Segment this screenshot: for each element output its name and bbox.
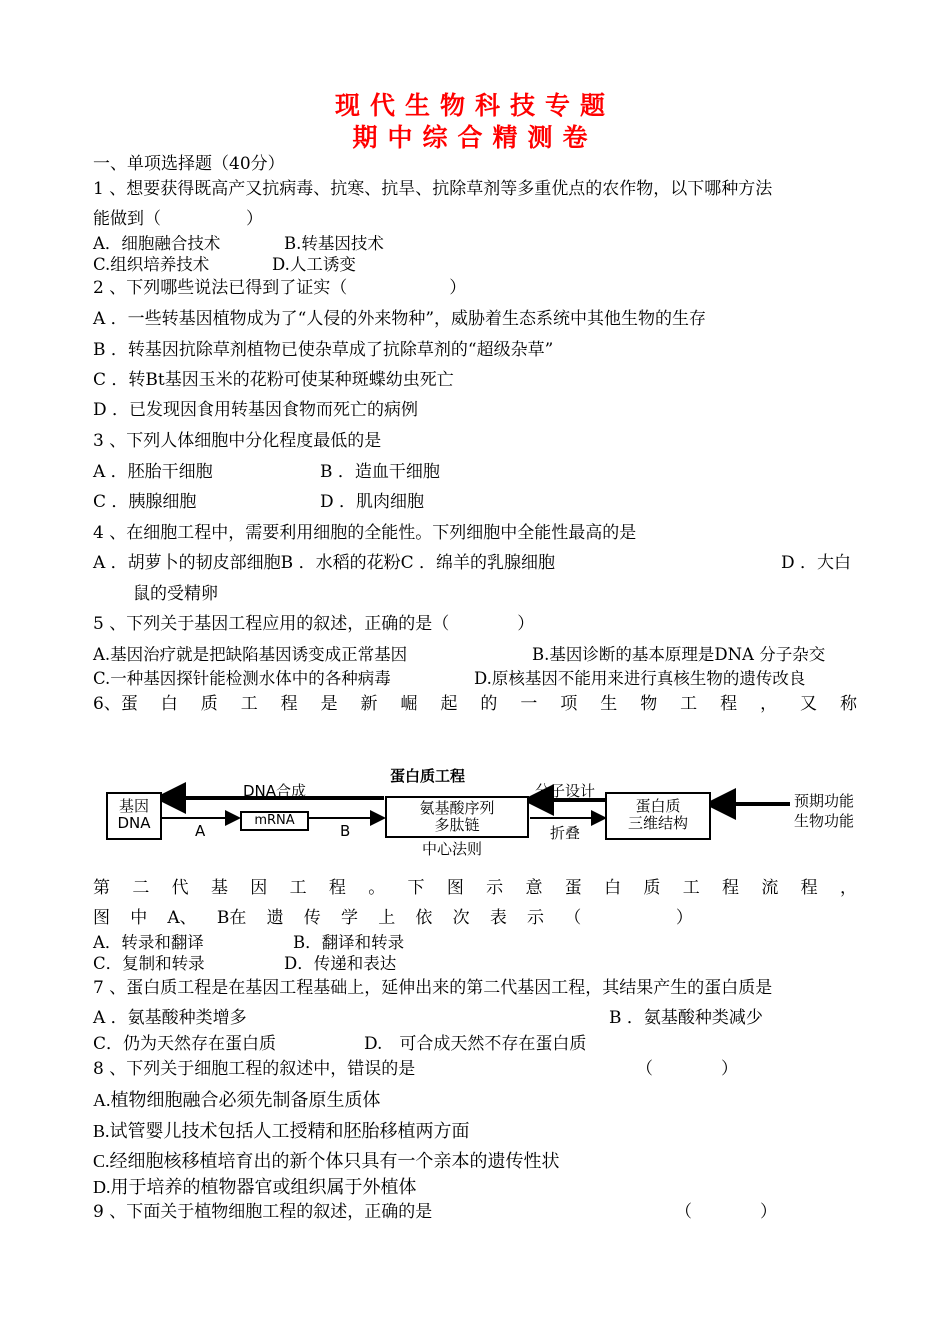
q6-stem-line3	[93, 906, 693, 930]
q5-stem: 5 、下列关于基因工程应用的叙述，正确的是（ ）	[93, 614, 535, 634]
stem-char: 崛	[400, 694, 418, 714]
stem-char: 程	[328, 878, 346, 898]
stem-char: 意	[525, 878, 543, 898]
stem-char: 代	[171, 878, 189, 898]
stem-char: 次	[452, 908, 470, 928]
stem-char: 图	[93, 908, 110, 928]
q3-option-a: A ．胚胎干细胞	[93, 462, 213, 482]
protein-structure-box	[605, 792, 711, 840]
stem-char: ，	[839, 878, 857, 898]
q6-option-a: A．转录和翻译	[93, 933, 204, 952]
q8-option-c: C.经细胞核移植培育出的新个体只具有一个亲本的遗传性状	[93, 1151, 560, 1171]
q9-stem: 9 、下面关于植物细胞工程的叙述，正确的是	[93, 1202, 433, 1222]
stem-char: 示	[527, 908, 545, 928]
q2-option-a: A ．一些转基因植物成为了“人侵的外来物种”，威胁着生态系统中其他生物的生存	[93, 309, 707, 329]
q6-option-b: B．翻译和转录	[293, 933, 405, 952]
q2-option-b: B ．转基因抗除草剂植物已使杂草成了抗除草剂的“超级杂草”	[93, 340, 554, 360]
stem-char: 白	[604, 878, 622, 898]
q2-option-c: C ．转Bt基因玉米的花粉可使某种斑蝶幼虫死亡	[93, 370, 454, 390]
gene-label: 基因	[118, 797, 149, 815]
stem-char: 是	[320, 694, 338, 714]
q8-option-d: D.用于培养的植物器官或组织属于外植体	[93, 1177, 417, 1197]
protein-label: 蛋白质	[635, 797, 681, 815]
gene-dna-box	[106, 792, 162, 840]
mrna-box: mRNA	[240, 811, 309, 831]
stem-char: 学	[341, 908, 358, 928]
q7-option-c: C．仍为天然存在蛋白质	[93, 1034, 277, 1054]
diagram-title: 蛋白质工程	[390, 767, 466, 785]
stem-char: 程	[722, 878, 739, 898]
stem-char: 工	[289, 878, 307, 898]
q4-options-abc: A ．胡萝卜的韧皮部细胞B ．水稻的花粉C ．绵羊的乳腺细胞	[93, 553, 555, 573]
dna-synthesis-label: DNA合成	[243, 782, 307, 800]
q8-option-a: A.植物细胞融合必须先制备原生质体	[93, 1090, 381, 1110]
stem-char: 图	[446, 878, 464, 898]
q9-answer-paren: （ ）	[675, 1202, 777, 1222]
stem-char: 新	[360, 694, 378, 714]
stem-char: 蛋	[564, 878, 582, 898]
polypeptide-label: 多肽链	[434, 816, 480, 834]
q4-option-d: D ．大白	[781, 553, 852, 573]
section-heading: 一、单项选择题（40分）	[93, 154, 285, 174]
page-subtitle: 期中综合精测卷	[352, 123, 598, 152]
q3-option-b: B ．造血干细胞	[320, 462, 440, 482]
q1-option-b: B.转基因技术	[284, 234, 384, 253]
stem-char: 传	[303, 908, 321, 928]
q2-stem: 2 、下列哪些说法已得到了证实（ ）	[93, 278, 467, 298]
protein-engineering-diagram	[100, 760, 880, 860]
expected-function-label: 预期功能	[794, 792, 855, 810]
stem-char: B在	[216, 908, 247, 928]
stem-char: （	[564, 908, 582, 928]
q6-stem-line2	[93, 876, 857, 900]
q8-answer-paren: （ ）	[636, 1059, 738, 1079]
q8-stem: 8 、下列关于细胞工程的叙述中，错误的是	[93, 1059, 416, 1079]
stem-char: 中	[130, 908, 148, 928]
q1-stem-line2: 能做到（ ）	[93, 209, 263, 229]
q3-option-d: D ．肌肉细胞	[320, 492, 425, 512]
q5-option-b: B.基因诊断的基本原理是DNA 分子杂交	[532, 645, 826, 664]
q4-option-d-continued: 鼠的受精卵	[133, 584, 218, 604]
q7-option-a: A ．氨基酸种类增多	[93, 1008, 247, 1028]
folding-label: 折叠	[550, 824, 581, 842]
q2-option-d: D ．已发现因食用转基因食物而死亡的病例	[93, 400, 419, 420]
q1-option-c: C.组织培养技术	[93, 255, 210, 274]
q6-stem-line1	[93, 692, 857, 716]
label-b: B	[340, 822, 351, 840]
stem-char: 。	[368, 878, 386, 898]
stem-char: 又	[800, 694, 818, 714]
stem-char: 6、蛋	[93, 694, 138, 714]
stem-char: 生	[600, 694, 618, 714]
q5-option-c: C.一种基因探针能检测水体中的各种病毒	[93, 669, 391, 688]
stem-char: 物	[640, 694, 658, 714]
stem-char: 的	[480, 694, 498, 714]
stem-char: 表	[489, 908, 507, 928]
q7-option-b: B ．氨基酸种类减少	[609, 1008, 763, 1028]
q3-option-c: C ．胰腺细胞	[93, 492, 197, 512]
q1-stem-line1: 1 、想要获得既高产又抗病毒、抗寒、抗旱、抗除草剂等多重优点的农作物，以下哪种方法	[93, 179, 773, 199]
stem-char: 第	[93, 878, 110, 898]
stem-char: 程	[280, 694, 298, 714]
stem-char: 上	[378, 908, 396, 928]
stem-char: 程	[720, 694, 738, 714]
three-d-structure-label: 三维结构	[627, 814, 688, 832]
stem-char	[639, 906, 656, 930]
stem-char: 项	[560, 694, 578, 714]
q1-option-d: D.人工诱变	[272, 255, 356, 274]
stem-char: 白	[160, 694, 178, 714]
q4-stem: 4 、在细胞工程中，需要利用细胞的全能性。下列细胞中全能性最高的是	[93, 523, 637, 543]
stem-char: 二	[132, 878, 150, 898]
q8-option-b: B.试管婴儿技术包括人工授精和胚胎移植两方面	[93, 1121, 470, 1141]
stem-char: ，	[760, 694, 778, 714]
stem-char: 示	[486, 878, 504, 898]
central-dogma-label: 中心法则	[422, 840, 483, 858]
amino-acid-sequence-label: 氨基酸序列	[419, 799, 495, 817]
stem-char: 称	[839, 694, 857, 714]
stem-char: A、	[167, 908, 197, 928]
stem-char: 工	[240, 694, 258, 714]
stem-char: 遗	[266, 908, 284, 928]
stem-char: 质	[643, 878, 661, 898]
label-a: A	[195, 822, 206, 840]
stem-char	[601, 906, 618, 930]
q6-option-d: D．传递和表达	[284, 954, 397, 973]
stem-char: 工	[680, 694, 698, 714]
stem-char: ）	[675, 908, 693, 928]
amino-acid-box	[385, 796, 529, 838]
stem-char: 程	[800, 878, 818, 898]
page-title: 现代生物科技专题	[334, 91, 615, 120]
stem-char: 基	[210, 878, 228, 898]
molecular-design-label: 分子设计	[535, 782, 596, 800]
q7-option-d: D. 可合成天然不存在蛋白质	[364, 1034, 587, 1054]
q6-option-c: C．复制和转录	[93, 954, 205, 973]
stem-char: 质	[200, 694, 218, 714]
stem-char: 工	[682, 878, 700, 898]
stem-char: 依	[415, 908, 433, 928]
stem-char: 一	[520, 694, 538, 714]
stem-char: 流	[761, 878, 779, 898]
stem-char: 因	[250, 878, 268, 898]
biological-function-label: 生物功能	[794, 812, 855, 830]
q5-option-a: A.基因治疗就是把缺陷基因诱变成正常基因	[93, 645, 408, 664]
stem-char: 起	[440, 694, 458, 714]
q1-option-a: A．细胞融合技术	[93, 234, 221, 253]
q5-option-d: D.原核基因不能用来进行真核生物的遗传改良	[474, 669, 806, 688]
dna-label: DNA	[117, 814, 151, 832]
stem-char: 下	[407, 878, 425, 898]
q7-stem: 7 、蛋白质工程是在基因工程基础上，延伸出来的第二代基因工程，其结果产生的蛋白质是	[93, 978, 773, 998]
q3-stem: 3 、下列人体细胞中分化程度最低的是	[93, 431, 382, 451]
